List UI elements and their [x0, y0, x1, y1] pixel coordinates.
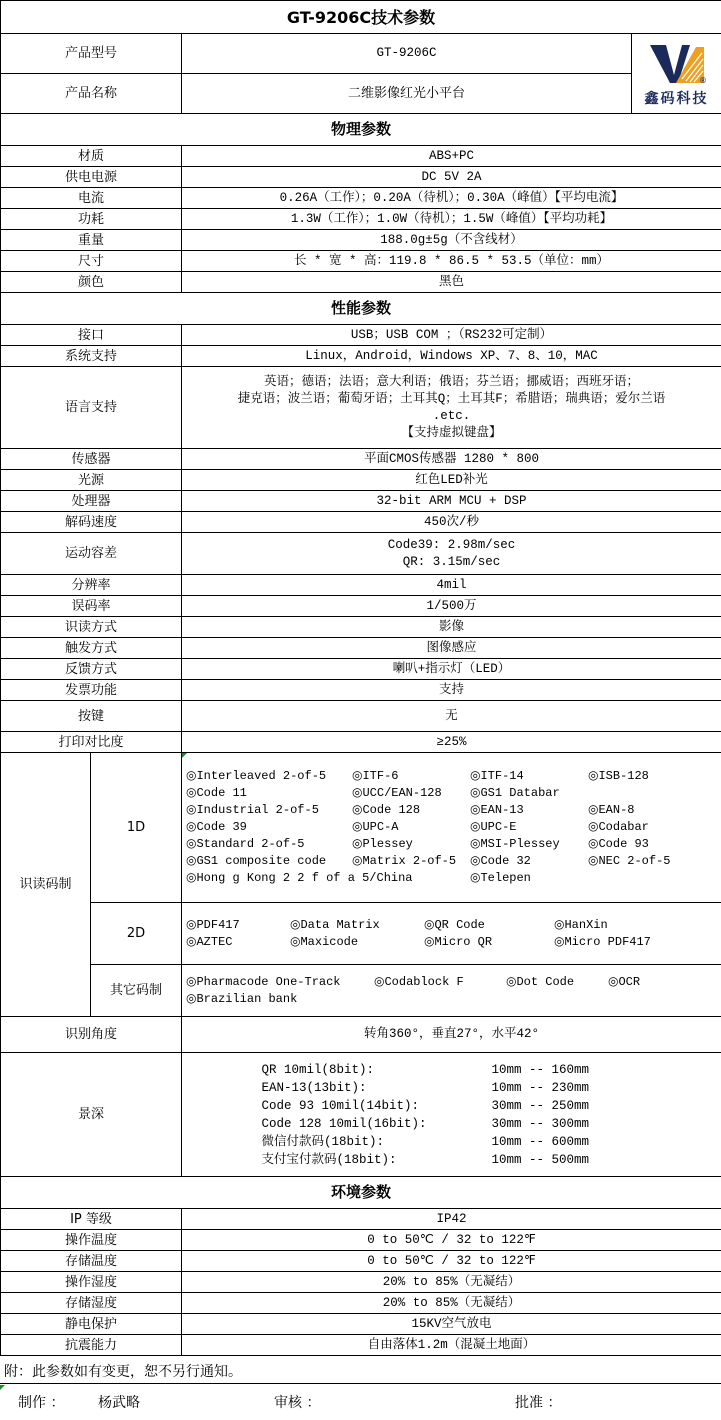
codes-2d-grid: [184, 913, 719, 955]
light-value: 红色LED补光: [182, 470, 721, 491]
row-value: 长 * 宽 * 高：119.8 * 86.5 * 53.5（单位：mm）: [182, 251, 721, 272]
symbology-item: ◎PDF417: [186, 917, 240, 932]
signature-row: [0, 1388, 721, 1418]
depth-range: 10mm -- 600mm: [491, 1134, 590, 1149]
symbology-item: ◎Micro PDF417: [554, 934, 651, 949]
registered-mark: ®: [699, 76, 708, 85]
error-value: 1/500万: [182, 596, 721, 617]
depth-code: Code 128 10mil(16bit):: [261, 1116, 427, 1131]
depth-range: 10mm -- 160mm: [491, 1062, 590, 1077]
symbology-item: ◎UPC-A: [352, 820, 399, 834]
depth-range: 30mm -- 250mm: [491, 1098, 590, 1113]
codes-other-grid: [184, 970, 719, 1012]
row-value: IP42: [182, 1209, 721, 1230]
sensor-label: 传感器: [1, 449, 182, 470]
symbology-item: ◎Industrial 2-of-5: [186, 803, 319, 817]
cpu-value: 32-bit ARM MCU + DSP: [182, 491, 721, 512]
depth-code: 支付宝付款码(18bit):: [261, 1152, 397, 1167]
trigger-label: 触发方式: [1, 638, 182, 659]
row-value: 0 to 50℃ / 32 to 122℉: [182, 1230, 721, 1251]
symbology-item: ◎Micro QR: [424, 934, 493, 949]
row-label: 静电保护: [1, 1314, 182, 1335]
symbology-item: ◎MSI-Plessey: [470, 837, 560, 851]
depth-code: EAN-13(13bit):: [261, 1080, 367, 1095]
interface-label: 接口: [1, 325, 182, 346]
symbology-item: [588, 785, 708, 802]
cell-marker: [182, 753, 187, 758]
depth-code: QR 10mil(8bit):: [261, 1062, 375, 1077]
codes-1d-grid: [184, 764, 719, 891]
row-value: 188.0g±5g（不含线材）: [182, 230, 721, 251]
depth-range: 10mm -- 230mm: [491, 1080, 590, 1095]
made-by-name: 杨武略: [98, 1395, 140, 1411]
section-physical: 物理参数: [1, 114, 721, 146]
row-value: 1.3W（工作）；1.0W（待机）；1.5W（峰值）【平均功耗】: [182, 209, 721, 230]
symbology-item: ◎NEC 2-of-5: [588, 854, 671, 868]
name-value: 二维影像红光小平台: [182, 74, 632, 114]
language-line-4: 【支持虚拟键盘】: [401, 425, 502, 440]
symbology-item: ◎Brazilian bank: [186, 991, 298, 1006]
row-label: 电流: [1, 188, 182, 209]
row-value: 自由落体1.2m（混凝土地面）: [182, 1335, 721, 1356]
row-label: 操作温度: [1, 1230, 182, 1251]
review-label: 审核 ：: [274, 1395, 321, 1411]
row-label: 重量: [1, 230, 182, 251]
keys-value: 无: [182, 701, 721, 732]
depth-code: 微信付款码(18bit):: [261, 1134, 385, 1149]
feedback-value: 喇叭+指示灯（LED）: [182, 659, 721, 680]
angle-label: 识别角度: [1, 1017, 182, 1053]
speed-value: 450次/秒: [182, 512, 721, 533]
symbology-item: ◎Code 39: [186, 820, 247, 834]
symbology-item: ◎EAN-13: [470, 803, 524, 817]
name-label: 产品名称: [1, 74, 182, 114]
logo-text: 鑫码科技: [644, 91, 709, 107]
language-line-3: .etc.: [432, 408, 471, 423]
depth-value: [182, 1053, 721, 1177]
symbology-item: ◎UCC/EAN-128: [352, 786, 442, 800]
cell-marker: [0, 1385, 5, 1390]
row-value: 20% to 85%（无凝结）: [182, 1272, 721, 1293]
symbology-item: ◎Codabar: [588, 820, 649, 834]
footer-note: 附：此参数如有变更，恕不另行通知。: [0, 1360, 721, 1384]
contrast-label: 打印对比度: [1, 732, 182, 753]
symbology-item: ◎UPC-E: [470, 820, 517, 834]
row-label: 操作湿度: [1, 1272, 182, 1293]
row-value: ABS+PC: [182, 146, 721, 167]
symbology-item: ◎Hong g Kong 2 2 f of a 5/China: [186, 871, 413, 885]
motion-value: [182, 533, 721, 575]
symbology-item: ◎Dot Code: [506, 974, 575, 989]
company-logo: [632, 34, 721, 114]
symbology-item: ◎Code 11: [186, 786, 247, 800]
sheet-title: GT-9206C技术参数: [1, 1, 721, 34]
approve-label: 批准 ：: [515, 1395, 562, 1411]
motion-line-2: QR: 3.15m/sec: [402, 554, 501, 569]
angle-value: 转角360°，垂直27°，水平42°: [182, 1017, 721, 1053]
interface-value: USB；USB COM ；（RS232可定制）: [182, 325, 721, 346]
model-value: GT-9206C: [182, 34, 632, 74]
symbology-other-list: [182, 965, 721, 1017]
depth-range: 30mm -- 300mm: [491, 1116, 590, 1131]
symbology-item: ◎AZTEC: [186, 934, 233, 949]
symbology-item: ◎GS1 composite code: [186, 854, 327, 868]
symbology-item: ◎ITF-14: [470, 769, 524, 783]
invoice-label: 发票功能: [1, 680, 182, 701]
symbology-item: ◎QR Code: [424, 917, 485, 932]
symbology-label: 识读码制: [1, 753, 91, 1017]
symbology-2d-list: [182, 903, 721, 965]
row-label: 存储温度: [1, 1251, 182, 1272]
row-label: 颜色: [1, 272, 182, 293]
contrast-value: ≥25%: [182, 732, 721, 753]
symbology-item: ◎Pharmacode One-Track: [186, 974, 341, 989]
row-value: 20% to 85%（无凝结）: [182, 1293, 721, 1314]
symbology-item: ◎Maxicode: [290, 934, 359, 949]
resolution-value: 4mil: [182, 575, 721, 596]
language-line-2: 捷克语；波兰语；葡萄牙语；土耳其Q；土耳其F；希腊语；瑞典语；爱尔兰语: [237, 391, 666, 406]
read-mode-value: 影像: [182, 617, 721, 638]
motion-label: 运动容差: [1, 533, 182, 575]
symbology-2d-label: 2D: [91, 903, 182, 965]
depth-grid: [186, 1055, 717, 1175]
symbology-item: ◎Code 93: [588, 837, 649, 851]
symbology-item: ◎OCR: [608, 974, 641, 989]
row-label: 抗震能力: [1, 1335, 182, 1356]
read-mode-label: 识读方式: [1, 617, 182, 638]
language-value: [182, 367, 721, 449]
symbology-1d-label: 1D: [91, 753, 182, 903]
symbology-item: ◎ITF-6: [352, 769, 399, 783]
speed-label: 解码速度: [1, 512, 182, 533]
symbology-item: ◎Code 32: [470, 854, 531, 868]
row-value: DC 5V 2A: [182, 167, 721, 188]
trigger-value: 图像感应: [182, 638, 721, 659]
invoice-value: 支持: [182, 680, 721, 701]
symbology-item: ◎ISB-128: [588, 769, 649, 783]
depth-code: Code 93 10mil(14bit):: [261, 1098, 420, 1113]
motion-line-1: Code39: 2.98m/sec: [387, 537, 516, 552]
row-label: 尺寸: [1, 251, 182, 272]
row-label: IP 等级: [1, 1209, 182, 1230]
sensor-value: 平面CMOS传感器 1280 * 800: [182, 449, 721, 470]
row-label: 功耗: [1, 209, 182, 230]
symbology-item: ◎Plessey: [352, 837, 413, 851]
light-label: 光源: [1, 470, 182, 491]
depth-range: 10mm -- 500mm: [491, 1152, 590, 1167]
os-value: Linux，Android，Windows XP、7、8、10，MAC: [182, 346, 721, 367]
feedback-label: 反馈方式: [1, 659, 182, 680]
row-label: 供电电源: [1, 167, 182, 188]
symbology-item: ◎Codablock F: [374, 974, 464, 989]
language-label: 语言支持: [1, 367, 182, 449]
symbology-other-label: 其它码制: [91, 965, 182, 1017]
symbology-item: ◎Interleaved 2-of-5: [186, 769, 327, 783]
symbology-item: ◎Data Matrix: [290, 917, 380, 932]
keys-label: 按键: [1, 701, 182, 732]
cpu-label: 处理器: [1, 491, 182, 512]
symbology-item: ◎HanXin: [554, 917, 608, 932]
section-performance: 性能参数: [1, 293, 721, 325]
section-environment: 环境参数: [1, 1177, 721, 1209]
row-value: 0.26A（工作）；0.20A（待机）；0.30A（峰值）【平均电流】: [182, 188, 721, 209]
symbology-1d-list: [182, 753, 721, 903]
made-by-label: 制作 ：: [18, 1395, 65, 1411]
symbology-item: ◎Standard 2-of-5: [186, 837, 305, 851]
row-label: 材质: [1, 146, 182, 167]
model-label: 产品型号: [1, 34, 182, 74]
row-value: 黑色: [182, 272, 721, 293]
row-value: 0 to 50℃ / 32 to 122℉: [182, 1251, 721, 1272]
symbology-item: ◎EAN-8: [588, 803, 635, 817]
row-value: 15KV空气放电: [182, 1314, 721, 1335]
error-label: 误码率: [1, 596, 182, 617]
language-line-1: 英语；德语；法语；意大利语；俄语；芬兰语；挪威语；西班牙语；: [264, 374, 640, 389]
os-label: 系统支持: [1, 346, 182, 367]
symbology-item: ◎Code 128: [352, 803, 421, 817]
resolution-label: 分辨率: [1, 575, 182, 596]
symbology-item: ◎GS1 Databar: [470, 786, 560, 800]
row-label: 存储湿度: [1, 1293, 182, 1314]
symbology-item: ◎Telepen: [470, 871, 531, 885]
depth-label: 景深: [1, 1053, 182, 1177]
symbology-item: ◎Matrix 2-of-5: [352, 854, 457, 868]
